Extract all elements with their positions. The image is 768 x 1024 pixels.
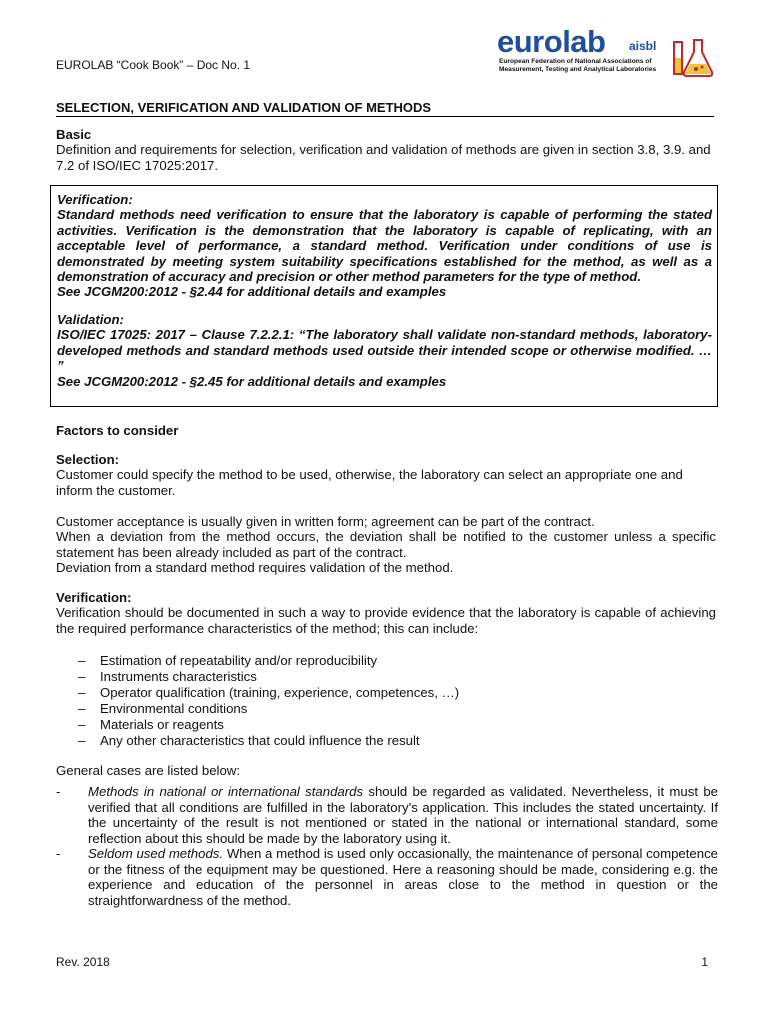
box-validation-text: ISO/IEC 17025: 2017 – Clause 7.2.2.1: “The laboratory shall validate non-standard methods, laboratory-developed methods and standard methods used outside their intended scope or otherwise modified. … ”: [57, 327, 712, 373]
box-verification-ref: See JCGM200:2012 - §2.44 for additional details and examples: [57, 284, 447, 299]
case-standard-methods: - Methods in national or international standards should be regarded as validated. Nevertheless, it must be verified that all conditions are fulfilled in the laboratory’s application. This includes the stated uncertainty. If the uncertainty of the result is not mentioned or stated in the national or international standard, some reflection about this should be made by the laboratory using it.: [56, 784, 718, 846]
box-verification-text: Standard methods need verification to ensure that the laboratory is capable of performing the stated activities. Verification is the demonstration that the laboratory is capable of replicating, with an acceptable level of performance, a standard method. Verification under conditions of use is demonstrated by meeting system suitability specifications established for the method, as well as a demonstration of accuracy and precision or other method parameters for the type of method.: [57, 207, 712, 284]
selection-paragraph-1: Customer could specify the method to be used, otherwise, the laboratory can select an appropriate one and inform the customer.: [56, 467, 683, 498]
list-item: – Environmental conditions: [78, 701, 248, 716]
selection-paragraph-4: Deviation from a standard method requires validation of the method.: [56, 560, 454, 575]
selection-paragraph-2: Customer acceptance is usually given in written form; agreement can be part of the contract.: [56, 514, 595, 529]
list-item: – Materials or reagents: [78, 717, 224, 732]
verification-paragraph: Verification should be documented in such a way to provide evidence that the laboratory is capable of achieving the required performance characteristics of the method; this can include:: [56, 605, 716, 636]
flask-icon: [672, 34, 724, 80]
list-item: – Estimation of repeatability and/or reproducibility: [78, 653, 378, 668]
box-validation-heading: Validation:: [57, 312, 124, 327]
general-cases-intro: General cases are listed below:: [56, 763, 240, 778]
basic-heading: Basic: [56, 127, 92, 142]
case-seldom-used-methods: - Seldom used methods. When a method is used only occasionally, the maintenance of personal competence or the fitness of the equipment may be questioned. Here a reasoning should be made, considering e.g. the experience and education of the personnel in areas close to the method in question or the straightforwardness of the method.: [56, 846, 719, 908]
selection-heading: Selection:: [56, 452, 120, 467]
factors-heading: Factors to consider: [56, 423, 179, 438]
verification-heading: Verification:: [56, 590, 132, 605]
document-header-title: EUROLAB “Cook Book” – Doc No. 1: [56, 58, 251, 72]
list-item: – Operator qualification (training, experience, competences, …): [78, 685, 460, 700]
eurolab-logo: [497, 26, 727, 84]
logo-aisbl: aisbl: [629, 39, 657, 53]
footer-revision: Rev. 2018: [56, 955, 110, 969]
verification-list: [56, 653, 716, 749]
logo-subtitle: European Federation of National Associations of Measurement, Testing and Analytical Laboratories: [499, 58, 657, 73]
list-item: – Any other characteristics that could influence the result: [78, 733, 420, 748]
box-validation-ref: See JCGM200:2012 - §2.45 for additional details and examples: [57, 374, 447, 389]
page-title: SELECTION, VERIFICATION AND VALIDATION OF METHODS: [56, 100, 714, 117]
logo-wordmark: eurolab: [497, 24, 606, 59]
box-verification-heading: Verification:: [57, 192, 133, 207]
selection-paragraph-3: When a deviation from the method occurs, the deviation shall be notified to the customer unless a specific statement has been already included as part of the contract.: [56, 529, 716, 560]
list-item: – Instruments characteristics: [78, 669, 257, 684]
definitions-box: [50, 185, 718, 407]
footer-page-number: 1: [701, 955, 708, 969]
basic-text: Definition and requirements for selection, verification and validation of methods are given in section 3.8, 3.9. and 7.2 of ISO/IEC 17025:2017.: [56, 142, 711, 173]
